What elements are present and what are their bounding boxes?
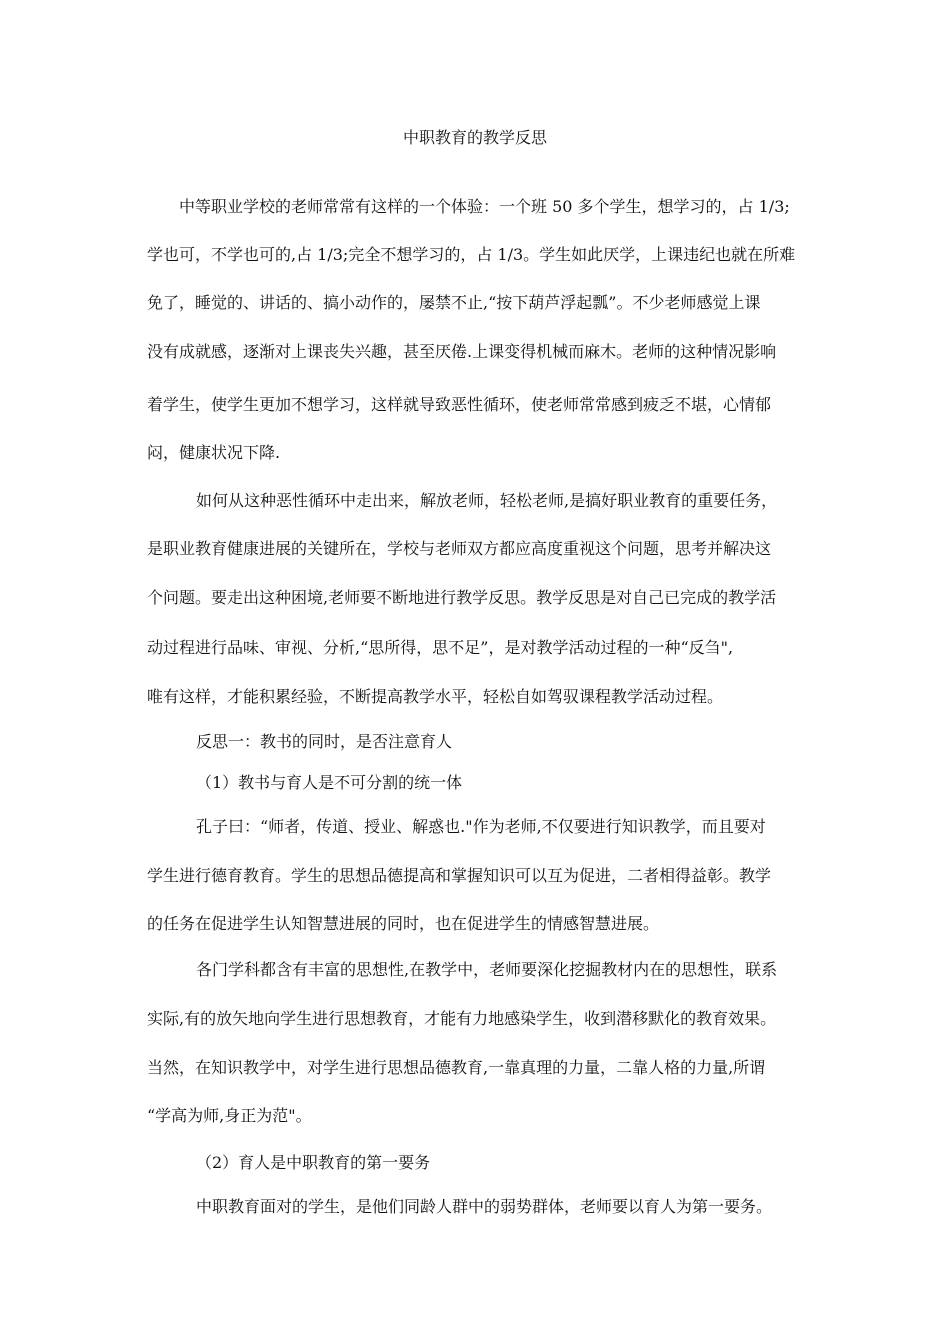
paragraph-line: 中等职业学校的老师常常有这样的一个体验：一个班 50 多个学生，想学习的，占 1/3;: [179, 197, 790, 216]
paragraph-line: 实际,有的放矢地向学生进行思想教育，才能有力地感染学生，收到潜移默化的教育效果。: [147, 1009, 777, 1028]
paragraph-line: 免了，睡觉的、讲话的、搞小动作的，屡禁不止,“按下葫芦浮起瓢”。不少老师感觉上课: [147, 293, 761, 312]
paragraph-line: 个问题。要走出这种困境,老师要不断地进行教学反思。教学反思是对自己已完成的教学活: [147, 588, 777, 607]
section-heading: 反思一：教书的同时，是否注意育人: [196, 732, 453, 751]
paragraph-line: 着学生，使学生更加不想学习，这样就导致恶性循环，使老师常常感到疲乏不堪，心情郁: [147, 395, 772, 414]
paragraph-line: 是职业教育健康进展的关键所在，学校与老师双方都应高度重视这个问题，思考并解决这: [147, 539, 772, 558]
paragraph-line: 没有成就感，逐渐对上课丧失兴趣，甚至厌倦.上课变得机械而麻木。老师的这种情况影响: [147, 342, 777, 361]
paragraph-line: 中职教育面对的学生，是他们同龄人群中的弱势群体，老师要以育人为第一要务。: [196, 1197, 773, 1216]
paragraph-line: 的任务在促进学生认知智慧进展的同时，也在促进学生的情感智慧进展。: [147, 914, 660, 933]
paragraph-line: 动过程进行品味、审视、分析,“思所得，思不足”，是对教学活动过程的一种“反刍",: [147, 638, 734, 657]
paragraph-line: 当然，在知识教学中，对学生进行思想品德教育,一靠真理的力量，二靠人格的力量,所谓: [147, 1058, 766, 1077]
subsection-heading: （1）教书与育人是不可分割的统一体: [196, 773, 463, 792]
paragraph-line: “学高为师,身正为范"。: [147, 1106, 312, 1125]
paragraph-line: 各门学科都含有丰富的思想性,在教学中，老师要深化挖掘教材内在的思想性，联系: [196, 960, 778, 979]
paragraph-line: 孔子曰：“师者，传道、授业、解惑也."作为老师,不仅要进行知识教学，而且要对: [196, 817, 766, 836]
paragraph-line: 唯有这样，才能积累经验，不断提高教学水平，轻松自如驾驭课程教学活动过程。: [147, 687, 724, 706]
paragraph-line: 闷，健康状况下降.: [147, 443, 281, 462]
paragraph-line: 学生进行德育教育。学生的思想品德提高和掌握知识可以互为促进，二者相得益彰。教学: [147, 866, 772, 885]
paragraph-line: 学也可，不学也可的,占 1/3;完全不想学习的，占 1/3。学生如此厌学，上课违纪也就在所难: [147, 245, 796, 264]
subsection-heading: （2）育人是中职教育的第一要务: [196, 1153, 431, 1172]
paragraph-line: 如何从这种恶性循环中走出来，解放老师，轻松老师,是搞好职业教育的重要任务，: [196, 491, 778, 510]
document-title: 中职教育的教学反思: [402, 128, 547, 147]
